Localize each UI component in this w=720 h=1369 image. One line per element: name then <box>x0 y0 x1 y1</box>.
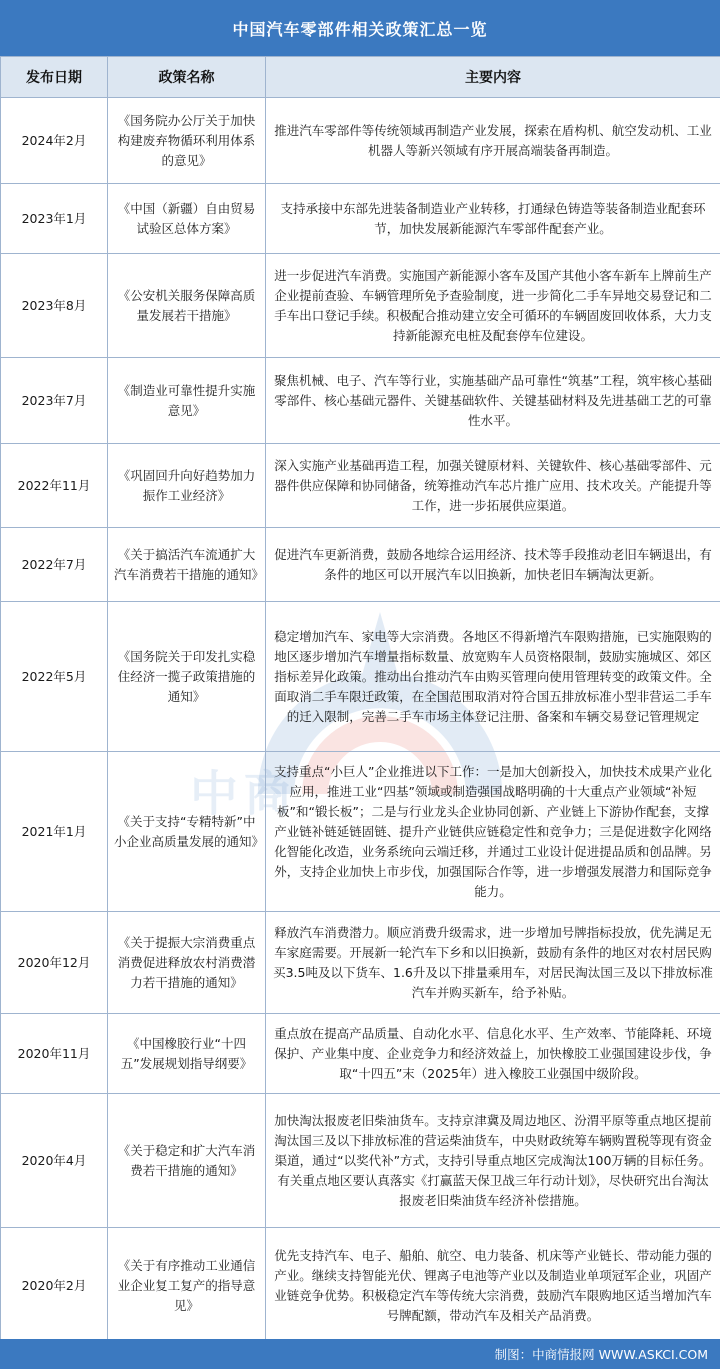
table-row <box>1 444 720 528</box>
watermark-text: 中商 <box>190 766 299 822</box>
cell-content: 加快淘汰报废老旧柴油货车。支持京津冀及周边地区、汾渭平原等重点地区提前淘汰国三及以下排放标准的营运柴油货车，中央财政统筹车辆购置税等现有资金渠道，通过“以奖代补”方式，支持引导重点地区完成淘汰100万辆的目标任务。有关重点地区要认真落实《打赢蓝天保卫战三年行动计划》，尽快研究出台淘汰报废老旧柴油货车经济补偿措施。 <box>266 1094 720 1228</box>
cell-content: 稳定增加汽车、家电等大宗消费。各地区不得新增汽车限购措施，已实施限购的地区逐步增加汽车增量指标数量、放宽购车人员资格限制，鼓励实施城区、郊区指标差异化政策。推动出台推动汽车由购买管理向使用管理转变的政策文件。全面取消二手车限迁政策，在全国范围取消对符合国五排放标准小型非营运二手车的迁入限制，完善二手车市场主体登记注册、备案和车辆交易登记管理规定 <box>266 602 720 752</box>
policy-table <box>0 56 720 1345</box>
header-content: 主要内容 <box>266 57 720 98</box>
cell-name: 《关于提振大宗消费重点消费促进释放农村消费潜力若干措施的通知》 <box>108 912 266 1014</box>
cell-date: 2023年1月 <box>1 184 108 254</box>
cell-date: 2022年5月 <box>1 602 108 752</box>
cell-date: 2020年4月 <box>1 1094 108 1228</box>
table-row <box>1 184 720 254</box>
cell-content: 重点放在提高产品质量、自动化水平、信息化水平、生产效率、节能降耗、环境保护、产业集中度、企业竞争力和经济效益上，加快橡胶工业强国建设步伐，争取“十四五”末（2025年）进入橡胶工业强国中级阶段。 <box>266 1014 720 1094</box>
header-date: 发布日期 <box>1 57 108 98</box>
cell-name: 《关于稳定和扩大汽车消费若干措施的通知》 <box>108 1094 266 1228</box>
cell-content: 支持承接中东部先进装备制造业产业转移，打通绿色铸造等装备制造业配套环节，加快发展新能源汽车零部件配套产业。 <box>266 184 720 254</box>
cell-name: 《关于有序推动工业通信业企业复工复产的指导意见》 <box>108 1228 266 1345</box>
table-row <box>1 254 720 358</box>
table-row <box>1 358 720 444</box>
cell-date: 2023年8月 <box>1 254 108 358</box>
cell-date: 2020年12月 <box>1 912 108 1014</box>
cell-name: 《关于搞活汽车流通扩大汽车消费若干措施的通知》 <box>108 528 266 602</box>
cell-content: 支持重点“小巨人”企业推进以下工作：一是加大创新投入，加快技术成果产业化应用，推进工业“四基”领域或制造强国战略明确的十大重点产业领域“补短板”和“锻长板”；二是与行业龙头企业协同创新、产业链上下游协作配套，支撑产业链补链延链固链、提升产业链供应链稳定性和竞争力；三是促进数字化网络化智能化改造，业务系统向云端迁移，并通过工业设计促进提品质和创品牌。另外，支持企业加快上市步伐，加强国际合作等，进一步增强发展潜力和国际竞争能力。 <box>266 752 720 912</box>
cell-name: 《国务院办公厅关于加快构建废弃物循环利用体系的意见》 <box>108 98 266 184</box>
header-name: 政策名称 <box>108 57 266 98</box>
cell-name: 《关于支持“专精特新”中小企业高质量发展的通知》 <box>108 752 266 912</box>
cell-name: 《公安机关服务保障高质量发展若干措施》 <box>108 254 266 358</box>
cell-content: 优先支持汽车、电子、船舶、航空、电力装备、机床等产业链长、带动能力强的产业。继续支持智能光伏、锂离子电池等产业以及制造业单项冠军企业，巩固产业链竞争优势。积极稳定汽车等传统大宗消费，鼓励汽车限购地区适当增加汽车号牌配额，带动汽车及相关产品消费。 <box>266 1228 720 1345</box>
page-title: 中国汽车零部件相关政策汇总一览 <box>0 0 720 56</box>
cell-date: 2020年11月 <box>1 1014 108 1094</box>
cell-content: 释放汽车消费潜力。顺应消费升级需求，进一步增加号牌指标投放，优先满足无车家庭需要。开展新一轮汽车下乡和以旧换新，鼓励有条件的地区对农村居民购买3.5吨及以下货车、1.6升及以下排量乘用车，对居民淘汰国三及以下排放标准汽车并购买新车，给予补贴。 <box>266 912 720 1014</box>
cell-date: 2024年2月 <box>1 98 108 184</box>
cell-content: 推进汽车零部件等传统领域再制造产业发展，探索在盾构机、航空发动机、工业机器人等新兴领域有序开展高端装备再制造。 <box>266 98 720 184</box>
cell-content: 深入实施产业基础再造工程，加强关键原材料、关键软件、核心基础零部件、元器件供应保障和协同储备，统筹推动汽车芯片推广应用、技术攻关。产能提升等工作，进一步拓展供应渠道。 <box>266 444 720 528</box>
cell-name: 《制造业可靠性提升实施意见》 <box>108 358 266 444</box>
table-row <box>1 912 720 1014</box>
cell-date: 2021年1月 <box>1 752 108 912</box>
cell-name: 《巩固回升向好趋势加力振作工业经济》 <box>108 444 266 528</box>
cell-content: 促进汽车更新消费，鼓励各地综合运用经济、技术等手段推动老旧车辆退出，有条件的地区可以开展汽车以旧换新，加快老旧车辆淘汰更新。 <box>266 528 720 602</box>
cell-date: 2020年2月 <box>1 1228 108 1345</box>
footer-credit: 制图：中商情报网 WWW.ASKCI.COM <box>0 1339 720 1369</box>
cell-content: 进一步促进汽车消费。实施国产新能源小客车及国产其他小客车新车上牌前生产企业提前查验、车辆管理所免予查验制度，进一步简化二手车异地交易登记和二手车出口登记手续。积极配合推动建立安全可循环的车辆固废回收体系，大力支持新能源充电桩及配套停车位建设。 <box>266 254 720 358</box>
cell-date: 2022年11月 <box>1 444 108 528</box>
table-row <box>1 1014 720 1094</box>
table-row <box>1 602 720 752</box>
table-row <box>1 528 720 602</box>
table-row <box>1 1094 720 1228</box>
cell-content: 聚焦机械、电子、汽车等行业，实施基础产品可靠性“筑基”工程，筑牢核心基础零部件、核心基础元器件、关键基础软件、关键基础材料及先进基础工艺的可靠性水平。 <box>266 358 720 444</box>
cell-name: 《中国橡胶行业“十四五”发展规划指导纲要》 <box>108 1014 266 1094</box>
table-row <box>1 98 720 184</box>
table-header-row <box>1 57 720 98</box>
cell-name: 《国务院关于印发扎实稳住经济一揽子政策措施的通知》 <box>108 602 266 752</box>
cell-date: 2022年7月 <box>1 528 108 602</box>
cell-name: 《中国（新疆）自由贸易试验区总体方案》 <box>108 184 266 254</box>
cell-date: 2023年7月 <box>1 358 108 444</box>
table-row <box>1 752 720 912</box>
table-row <box>1 1228 720 1345</box>
